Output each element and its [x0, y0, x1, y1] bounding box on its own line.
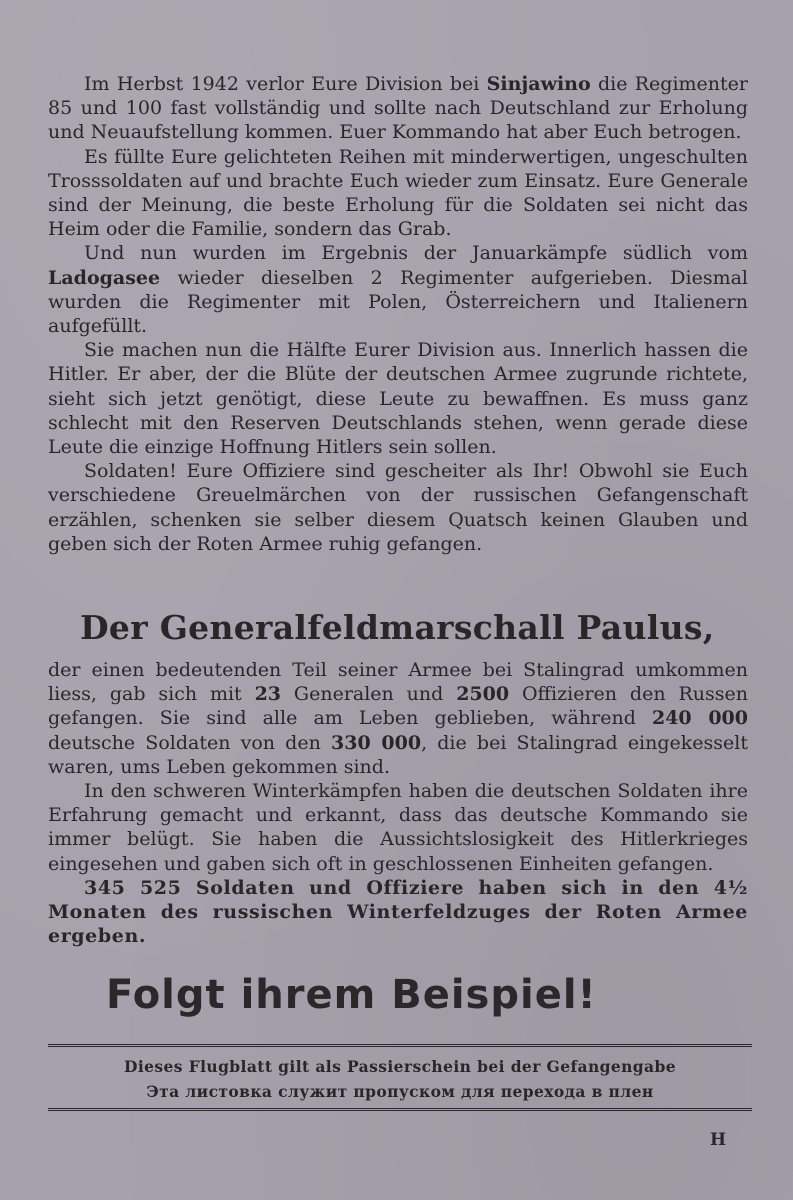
count-generals: 23 [254, 683, 282, 706]
count-dead: 240 000 [651, 707, 748, 730]
paragraph-7: In den schweren Winterkämpfen haben die deutschen Soldaten ihre Erfahrung gemacht und erkannt, dass das deutsche Kommando sie immer belügt. Sie haben die Aussichtslosigkeit des Hitlerkrieges eingesehen und gaben sich oft in geschlossenen Einheiten gefangen. [48, 780, 748, 875]
summary-paragraph: 345 525 Soldaten und Offiziere haben sich in den 4½ Monaten des russischen Winterfeldzuges der Roten Armee ergeben. [48, 876, 748, 948]
paragraph-6-text-b: Generalen und [281, 683, 457, 706]
paragraph-1-text-a: Im Herbst 1942 verlor Eure Division bei [84, 73, 487, 95]
series-mark: H [710, 1130, 727, 1150]
body-text-top [48, 72, 748, 556]
place-sinjawino: Sinjawino [486, 73, 591, 95]
place-ladogasee: Ladogasee [48, 266, 161, 289]
top-double-rule [48, 1044, 752, 1047]
slogan: Folgt ihrem Beispiel! [106, 972, 597, 1018]
pass-text-german: Dieses Flugblatt gilt als Passierschein bei der Gefangengabe [124, 1057, 676, 1076]
body-text-bottom [48, 658, 748, 948]
paragraph-6-text-e: , die bei Stalingrad eingekesselt waren, ums Leben gekommen sind. [48, 731, 748, 778]
headline: Der Generalfeldmarschall Paulus, [80, 608, 715, 647]
paragraph-1-text-b: die Regimenter 85 und 100 fast vollständig und sollte nach Deutschland zur Erholung und Neuaufstellung kommen. Euer Kommando hat aber Euch betrogen. [48, 73, 748, 144]
paragraph-3 [48, 241, 748, 338]
paragraph-3-text-a: Und nun wurden im Ergebnis der Januarkämpfe südlich vom [84, 242, 748, 265]
bottom-double-rule [48, 1108, 752, 1111]
paragraph-6-text-c: Offizieren den Russen gefangen. Sie sind alle am Leben geblieben, während [48, 683, 748, 730]
paragraph-3-text-b: wieder dieselben 2 Regimenter aufgerieben. Diesmal wurden die Regimenter mit Polen, Österreichern und Italienern aufgefüllt. [48, 266, 748, 338]
pass-text-russian: Эта листовка служит пропуском для перехода в плен [146, 1082, 654, 1101]
paragraph-4: Sie machen nun die Hälfte Eurer Division aus. Innerlich hassen die Hitler. Er aber, der die Blüte der deutschen Armee zugrunde richtete, sieht sich jetzt genötigt, diese Leute zu bewaffnen. Es muss ganz schlecht mit den Reserven Deutschlands stehen, wenn gerade diese Leute die einzige Hoffnung Hitlers sein sollen. [48, 339, 748, 459]
paragraph-6 [48, 658, 748, 779]
count-officers: 2500 [456, 683, 510, 706]
count-encircled: 330 000 [331, 731, 422, 754]
paragraph-1 [48, 72, 748, 145]
paragraph-6-text-a: der einen bedeutenden Teil seiner Armee bei Stalingrad umkommen liess, gab sich mit [48, 659, 748, 706]
paragraph-2: Es füllte Eure gelichteten Reihen mit minderwertigen, ungeschulten Trosssoldaten auf und brachte Euch wieder zum Einsatz. Eure Generale sind der Meinung, die beste Erholung für die Soldaten sei nicht das Heim oder die Familie, sondern das Grab. [48, 145, 748, 241]
paragraph-6-text-d: deutsche Soldaten von den [48, 731, 331, 754]
paragraph-5: Soldaten! Eure Offiziere sind gescheiter als Ihr! Obwohl sie Euch verschiedene Greuelmärchen von der russischen Gefangenschaft erzählen, schenken sie selber diesem Quatsch keinen Glauben und geben sich der Roten Armee ruhig gefangen. [48, 460, 748, 555]
